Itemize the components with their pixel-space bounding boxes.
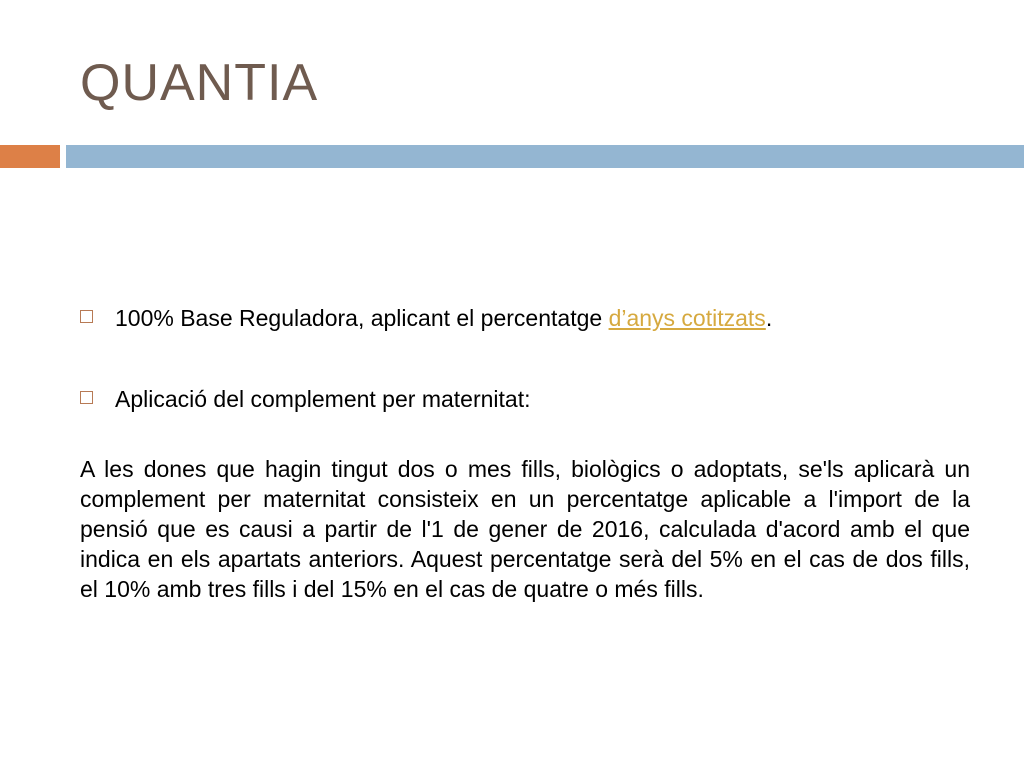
bullet-text-end: . xyxy=(765,305,773,331)
bullet-text: Aplicació del complement per maternitat: xyxy=(115,386,531,412)
bullet-item xyxy=(80,384,530,414)
square-bullet-icon xyxy=(80,391,93,404)
bullet-text: 100% Base Reguladora, aplicant el percentatge xyxy=(115,305,609,331)
anys-cotitzats-link[interactable]: d’anys cotitzats xyxy=(608,305,766,331)
slide-title: QUANTIA xyxy=(80,54,319,112)
accent-bar-blue xyxy=(66,145,1024,168)
bullet-item xyxy=(80,303,772,333)
square-bullet-icon xyxy=(80,310,93,323)
body-paragraph: A les dones que hagin tingut dos o mes fills, biològics o adoptats, se'ls aplicarà un complement per maternitat consisteix en un percentatge aplicable a l'import de la pensió que es causi a partir de l'1 de gener de 2016, calculada d'acord amb el que indica en els apartats anteriors. Aquest percentatge serà del 5% en el cas de dos fills, el 10% amb tres fills i del 15% en el cas de quatre o més fills. xyxy=(80,456,970,602)
accent-bar-orange xyxy=(0,145,60,168)
